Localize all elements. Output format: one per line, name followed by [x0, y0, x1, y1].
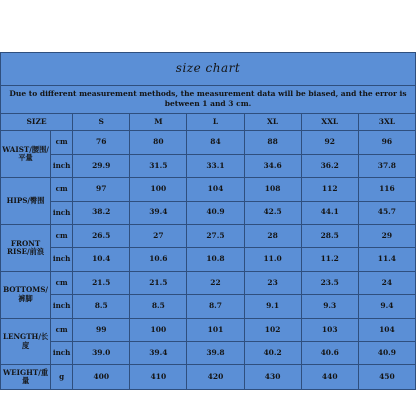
value-cell-inch: 9.1	[244, 295, 301, 318]
weight-value-cell: 440	[301, 365, 358, 390]
measurement-label: WAIST/腰围/平量	[1, 131, 51, 178]
measurement-row-cm	[1, 178, 416, 201]
value-cell-cm: 21.5	[73, 271, 130, 294]
value-cell-cm: 112	[301, 178, 358, 201]
value-cell-inch: 31.5	[130, 154, 187, 177]
measurement-row-inch	[1, 295, 416, 318]
value-cell-cm: 103	[301, 318, 358, 341]
value-cell-cm: 92	[301, 131, 358, 154]
note-row	[1, 85, 416, 114]
value-cell-inch: 38.2	[73, 201, 130, 224]
value-cell-cm: 99	[73, 318, 130, 341]
measurement-row-inch	[1, 248, 416, 271]
weight-value-cell: 450	[358, 365, 415, 390]
chart-title: size chart	[1, 53, 416, 86]
value-cell-cm: 21.5	[130, 271, 187, 294]
value-cell-inch: 10.6	[130, 248, 187, 271]
value-cell-cm: 26.5	[73, 225, 130, 248]
value-cell-cm: 104	[187, 178, 244, 201]
value-cell-inch: 37.8	[358, 154, 415, 177]
value-cell-cm: 102	[244, 318, 301, 341]
value-cell-cm: 84	[187, 131, 244, 154]
value-cell-cm: 108	[244, 178, 301, 201]
value-cell-cm: 23.5	[301, 271, 358, 294]
unit-label-inch: inch	[51, 154, 73, 177]
value-cell-inch: 11.2	[301, 248, 358, 271]
value-cell-cm: 27.5	[187, 225, 244, 248]
value-cell-inch: 10.8	[187, 248, 244, 271]
value-cell-cm: 100	[130, 318, 187, 341]
unit-label-cm: cm	[51, 271, 73, 294]
value-cell-inch: 8.5	[73, 295, 130, 318]
value-cell-inch: 40.9	[187, 201, 244, 224]
measurement-label: BOTTOMS/裤脚	[1, 271, 51, 318]
value-cell-cm: 76	[73, 131, 130, 154]
unit-label-g: g	[51, 365, 73, 390]
value-cell-inch: 11.4	[358, 248, 415, 271]
value-cell-inch: 39.4	[130, 201, 187, 224]
value-cell-inch: 36.2	[301, 154, 358, 177]
value-cell-inch: 44.1	[301, 201, 358, 224]
value-cell-inch: 34.6	[244, 154, 301, 177]
size-header: XXL	[301, 114, 358, 131]
value-cell-cm: 116	[358, 178, 415, 201]
size-header: M	[130, 114, 187, 131]
value-cell-cm: 23	[244, 271, 301, 294]
value-cell-inch: 9.4	[358, 295, 415, 318]
unit-label-inch: inch	[51, 342, 73, 365]
value-cell-cm: 88	[244, 131, 301, 154]
value-cell-cm: 101	[187, 318, 244, 341]
value-cell-cm: 97	[73, 178, 130, 201]
unit-label-inch: inch	[51, 201, 73, 224]
value-cell-inch: 39.0	[73, 342, 130, 365]
unit-label-cm: cm	[51, 131, 73, 154]
measurement-note: Due to different measurement methods, the measurement data will be biased, and the error is between 1 and 3 cm.	[1, 85, 416, 114]
weight-row	[1, 365, 416, 390]
size-header: S	[73, 114, 130, 131]
value-cell-cm: 96	[358, 131, 415, 154]
value-cell-inch: 40.9	[358, 342, 415, 365]
measurement-row-cm	[1, 318, 416, 341]
value-cell-inch: 33.1	[187, 154, 244, 177]
unit-label-cm: cm	[51, 318, 73, 341]
unit-label-cm: cm	[51, 225, 73, 248]
weight-value-cell: 410	[130, 365, 187, 390]
value-cell-inch: 39.4	[130, 342, 187, 365]
value-cell-cm: 29	[358, 225, 415, 248]
size-header: L	[187, 114, 244, 131]
size-column-header: SIZE	[1, 114, 73, 131]
title-row	[1, 53, 416, 86]
value-cell-cm: 24	[358, 271, 415, 294]
size-header: 3XL	[358, 114, 415, 131]
measurement-label: HIPS/臀围	[1, 178, 51, 225]
value-cell-inch: 45.7	[358, 201, 415, 224]
value-cell-inch: 9.3	[301, 295, 358, 318]
value-cell-inch: 39.8	[187, 342, 244, 365]
value-cell-cm: 28	[244, 225, 301, 248]
unit-label-cm: cm	[51, 178, 73, 201]
size-chart-table	[0, 52, 416, 390]
weight-value-cell: 430	[244, 365, 301, 390]
header-row	[1, 114, 416, 131]
size-header: XL	[244, 114, 301, 131]
value-cell-inch: 29.9	[73, 154, 130, 177]
value-cell-inch: 11.0	[244, 248, 301, 271]
value-cell-inch: 42.5	[244, 201, 301, 224]
value-cell-inch: 8.5	[130, 295, 187, 318]
value-cell-inch: 10.4	[73, 248, 130, 271]
value-cell-cm: 27	[130, 225, 187, 248]
measurement-row-inch	[1, 154, 416, 177]
measurement-label: LENGTH/长度	[1, 318, 51, 365]
value-cell-inch: 40.6	[301, 342, 358, 365]
value-cell-inch: 8.7	[187, 295, 244, 318]
unit-label-inch: inch	[51, 248, 73, 271]
size-chart-sheet	[0, 52, 416, 390]
unit-label-inch: inch	[51, 295, 73, 318]
measurement-row-cm	[1, 225, 416, 248]
weight-value-cell: 420	[187, 365, 244, 390]
value-cell-cm: 80	[130, 131, 187, 154]
value-cell-cm: 28.5	[301, 225, 358, 248]
value-cell-cm: 104	[358, 318, 415, 341]
measurement-row-inch	[1, 201, 416, 224]
measurement-row-cm	[1, 131, 416, 154]
measurement-row-inch	[1, 342, 416, 365]
value-cell-cm: 22	[187, 271, 244, 294]
measurement-label: FRONT RISE/前浪	[1, 225, 51, 272]
measurement-row-cm	[1, 271, 416, 294]
weight-value-cell: 400	[73, 365, 130, 390]
value-cell-cm: 100	[130, 178, 187, 201]
weight-label: WEIGHT/重量	[1, 365, 51, 390]
value-cell-inch: 40.2	[244, 342, 301, 365]
